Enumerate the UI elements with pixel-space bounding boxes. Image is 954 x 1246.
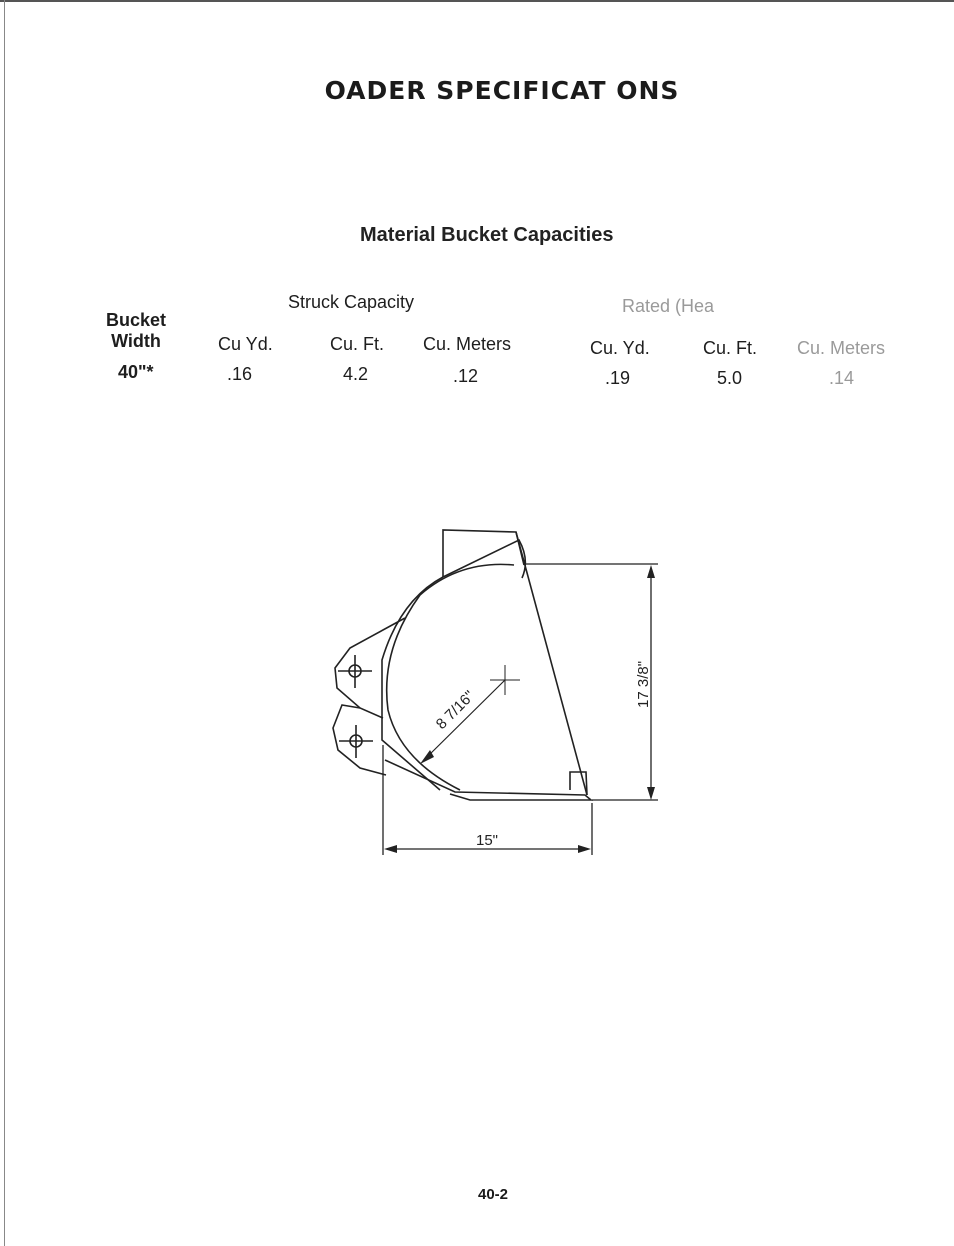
column-header: Cu. Ft.: [703, 338, 758, 358]
rated-capacity-header: Rated (Hea: [622, 296, 715, 316]
bucket-header-line2: Width: [111, 331, 161, 351]
bucket-bottom-plate: [385, 760, 591, 800]
column-header: Cu. Yd.: [590, 338, 650, 358]
column-header: Cu. Meters: [797, 338, 886, 358]
bucket-outer-shell: [516, 532, 587, 795]
bucket-header-line1: Bucket: [105, 310, 167, 330]
bucket-bowl-curve: [387, 564, 514, 790]
column-header: Cu. Meters: [423, 334, 512, 354]
bucket-back-plate: [443, 530, 524, 577]
column-header: Cu. Ft.: [330, 334, 385, 354]
height-label: 17 3/8": [635, 660, 652, 708]
page-number: 40-2: [477, 1186, 509, 1203]
radius-label: 8 7/16": [432, 687, 479, 733]
table-cell: .16: [227, 364, 253, 384]
table-cell: .12: [453, 366, 479, 386]
table-cell: .14: [829, 368, 855, 388]
column-header: Cu Yd.: [218, 334, 273, 354]
table-cell: 40"*: [118, 362, 154, 382]
section-subtitle: Material Bucket Capacities: [360, 224, 614, 246]
table-cell: 5.0: [717, 368, 743, 388]
table-cell: 4.2: [343, 364, 369, 384]
table-cell: .19: [605, 368, 631, 388]
page-title: OADER SPECIFICAT ONS: [324, 76, 680, 105]
struck-capacity-header: Struck Capacity: [288, 292, 415, 312]
bucket-outer-bowl: [382, 577, 443, 790]
width-label: 15": [476, 832, 499, 849]
upper-mount-bracket: [335, 618, 405, 718]
